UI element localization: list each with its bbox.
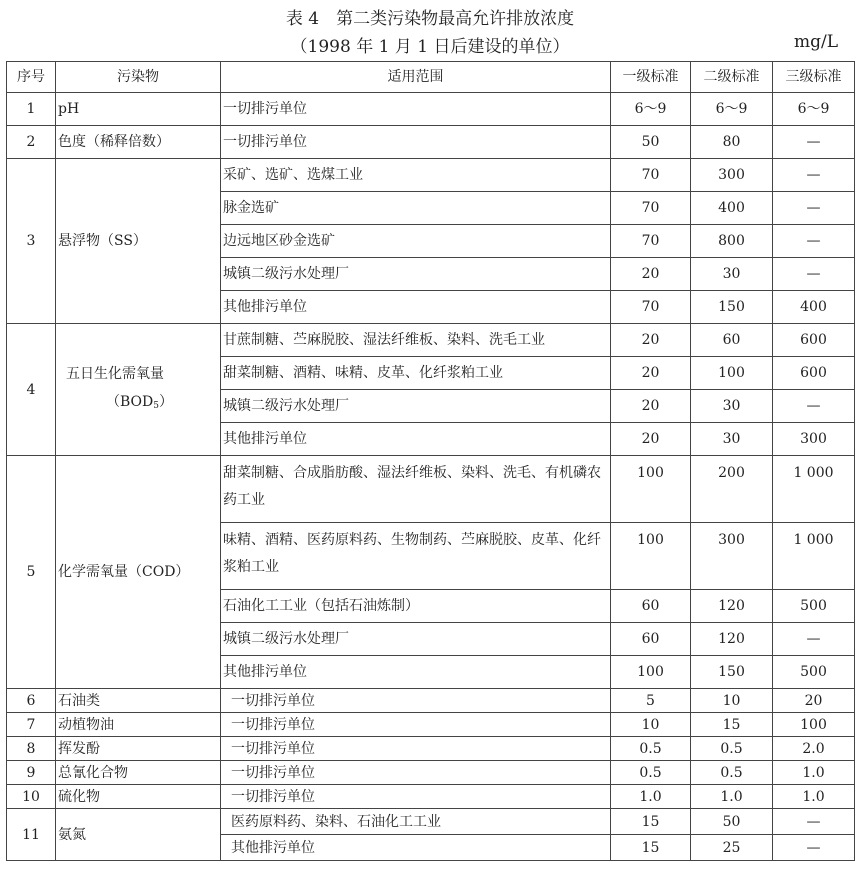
scope-cell: 边远地区砂金选矿	[221, 225, 611, 258]
grade2-cell: 150	[691, 656, 773, 689]
table-row	[7, 93, 855, 126]
row-no: 8	[7, 737, 56, 761]
pollutant-name: 总氰化合物	[56, 761, 221, 785]
row-no: 1	[7, 93, 56, 126]
grade1-cell: 60	[611, 590, 691, 623]
grade1-cell: 70	[611, 291, 691, 324]
grade2-cell: 80	[691, 126, 773, 159]
scope-cell: 其他排污单位	[221, 423, 611, 456]
grade1-cell: 10	[611, 713, 691, 737]
pollutant-name: 硫化物	[56, 785, 221, 809]
pollutant-name: 悬浮物（SS）	[56, 159, 221, 324]
table-row	[7, 785, 855, 809]
table-row	[7, 809, 855, 835]
grade3-cell: 600	[773, 357, 855, 390]
grade2-cell: 15	[691, 713, 773, 737]
grade3-cell: —	[773, 835, 855, 861]
header-no: 序号	[7, 62, 56, 93]
pollutant-name	[56, 324, 221, 456]
grade3-cell: 6～9	[773, 93, 855, 126]
row-no: 3	[7, 159, 56, 324]
grade2-cell: 300	[691, 523, 773, 590]
grade2-cell: 30	[691, 258, 773, 291]
scope-cell: 医药原料药、染料、石油化工工业	[221, 809, 611, 835]
table-row	[7, 324, 855, 357]
scope-cell: 城镇二级污水处理厂	[221, 623, 611, 656]
grade3-cell: —	[773, 809, 855, 835]
grade2-cell: 300	[691, 159, 773, 192]
scope-cell: 城镇二级污水处理厂	[221, 258, 611, 291]
table-row	[7, 761, 855, 785]
pollutant-table	[6, 61, 855, 861]
row-no: 10	[7, 785, 56, 809]
grade2-cell: 30	[691, 390, 773, 423]
scope-cell: 一切排污单位	[221, 126, 611, 159]
grade1-cell: 60	[611, 623, 691, 656]
grade1-cell: 15	[611, 809, 691, 835]
pollutant-name: 动植物油	[56, 713, 221, 737]
table-row	[7, 456, 855, 523]
scope-cell: 一切排污单位	[221, 737, 611, 761]
scope-cell: 脉金选矿	[221, 192, 611, 225]
grade2-cell: 120	[691, 623, 773, 656]
grade3-cell: 300	[773, 423, 855, 456]
grade1-cell: 70	[611, 192, 691, 225]
grade2-cell: 200	[691, 456, 773, 523]
table-subtitle: （1998 年 1 月 1 日后建设的单位）	[290, 37, 570, 57]
grade3-cell: 1 000	[773, 523, 855, 590]
row-no: 4	[7, 324, 56, 456]
grade3-cell: —	[773, 225, 855, 258]
scope-cell: 采矿、选矿、选煤工业	[221, 159, 611, 192]
grade3-cell: 1.0	[773, 785, 855, 809]
grade1-cell: 20	[611, 258, 691, 291]
scope-cell: 一切排污单位	[221, 761, 611, 785]
scope-cell: 一切排污单位	[221, 93, 611, 126]
grade2-cell: 30	[691, 423, 773, 456]
grade3-cell: —	[773, 159, 855, 192]
grade2-cell: 25	[691, 835, 773, 861]
scope-cell: 其他排污单位	[221, 835, 611, 861]
grade1-cell: 0.5	[611, 737, 691, 761]
grade3-cell: —	[773, 126, 855, 159]
bod-subscript: 5	[153, 400, 159, 411]
row-no: 9	[7, 761, 56, 785]
grade1-cell: 100	[611, 523, 691, 590]
scope-cell: 一切排污单位	[221, 713, 611, 737]
grade2-cell: 120	[691, 590, 773, 623]
scope-cell: 甜菜制糖、合成脂肪酸、湿法纤维板、染料、洗毛、有机磷农药工业	[221, 456, 611, 523]
scope-cell: 城镇二级污水处理厂	[221, 390, 611, 423]
grade2-cell: 150	[691, 291, 773, 324]
grade2-cell: 400	[691, 192, 773, 225]
pollutant-name-line2	[66, 394, 173, 410]
row-no: 11	[7, 809, 56, 861]
table-row	[7, 713, 855, 737]
grade1-cell: 50	[611, 126, 691, 159]
grade2-cell: 800	[691, 225, 773, 258]
pollutant-name: pH	[56, 93, 221, 126]
grade1-cell: 70	[611, 225, 691, 258]
grade2-cell: 0.5	[691, 737, 773, 761]
row-no: 7	[7, 713, 56, 737]
grade1-cell: 15	[611, 835, 691, 861]
grade2-cell: 50	[691, 809, 773, 835]
pollutant-name-line1: 五日生化需氧量	[66, 365, 164, 382]
grade2-cell: 1.0	[691, 785, 773, 809]
pollutant-name: 氨氮	[56, 809, 221, 861]
grade3-cell: 1.0	[773, 761, 855, 785]
grade1-cell: 100	[611, 656, 691, 689]
grade3-cell: 100	[773, 713, 855, 737]
grade3-cell: 400	[773, 291, 855, 324]
unit-label: mg/L	[793, 32, 838, 52]
grade2-cell: 6～9	[691, 93, 773, 126]
grade3-cell: 2.0	[773, 737, 855, 761]
grade2-cell: 10	[691, 689, 773, 713]
bod-label: （BOD	[106, 393, 154, 410]
table-row	[7, 737, 855, 761]
grade1-cell: 20	[611, 423, 691, 456]
scope-cell: 甜菜制糖、酒精、味精、皮革、化纤浆粕工业	[221, 357, 611, 390]
grade3-cell: 600	[773, 324, 855, 357]
grade3-cell: 1 000	[773, 456, 855, 523]
grade1-cell: 100	[611, 456, 691, 523]
grade3-cell: —	[773, 192, 855, 225]
table-row	[7, 159, 855, 192]
table-row	[7, 689, 855, 713]
scope-cell: 石油化工工业（包括石油炼制）	[221, 590, 611, 623]
grade2-cell: 60	[691, 324, 773, 357]
scope-cell: 味精、酒精、医药原料药、生物制药、苎麻脱胶、皮革、化纤浆粕工业	[221, 523, 611, 590]
grade3-cell: —	[773, 258, 855, 291]
grade3-cell: —	[773, 623, 855, 656]
row-no: 2	[7, 126, 56, 159]
grade3-cell: 20	[773, 689, 855, 713]
grade1-cell: 1.0	[611, 785, 691, 809]
grade1-cell: 20	[611, 390, 691, 423]
grade3-cell: 500	[773, 590, 855, 623]
grade1-cell: 5	[611, 689, 691, 713]
header-row	[7, 62, 855, 93]
header-grade3: 三级标准	[773, 62, 855, 93]
header-pollutant: 污染物	[56, 62, 221, 93]
grade1-cell: 20	[611, 357, 691, 390]
table-title: 表 4 第二类污染物最高允许排放浓度	[285, 9, 575, 29]
row-no: 6	[7, 689, 56, 713]
grade1-cell: 6～9	[611, 93, 691, 126]
scope-cell: 一切排污单位	[221, 689, 611, 713]
scope-cell: 甘蔗制糖、苎麻脱胶、湿法纤维板、染料、洗毛工业	[221, 324, 611, 357]
row-no: 5	[7, 456, 56, 689]
pollutant-name: 色度（稀释倍数）	[56, 126, 221, 159]
pollutant-name: 石油类	[56, 689, 221, 713]
header-scope: 适用范围	[221, 62, 611, 93]
bod-close: ）	[158, 393, 173, 410]
scope-cell: 其他排污单位	[221, 656, 611, 689]
pollutant-name: 挥发酚	[56, 737, 221, 761]
table-row	[7, 126, 855, 159]
scope-cell: 一切排污单位	[221, 785, 611, 809]
grade1-cell: 20	[611, 324, 691, 357]
grade2-cell: 100	[691, 357, 773, 390]
grade1-cell: 0.5	[611, 761, 691, 785]
grade2-cell: 0.5	[691, 761, 773, 785]
header-grade2: 二级标准	[691, 62, 773, 93]
header-grade1: 一级标准	[611, 62, 691, 93]
pollutant-name: 化学需氧量（COD）	[56, 456, 221, 689]
grade3-cell: 500	[773, 656, 855, 689]
grade3-cell: —	[773, 390, 855, 423]
scope-cell: 其他排污单位	[221, 291, 611, 324]
grade1-cell: 70	[611, 159, 691, 192]
